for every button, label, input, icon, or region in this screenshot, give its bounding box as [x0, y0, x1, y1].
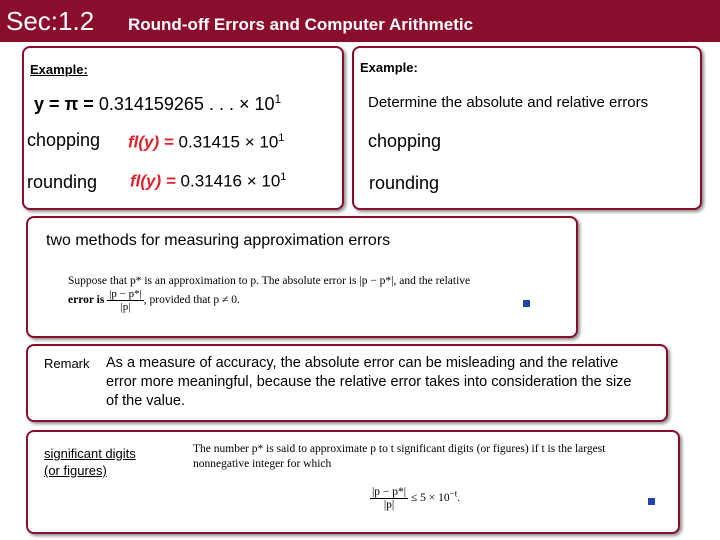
significant-digits-label-line2: (or figures) — [44, 463, 107, 478]
significant-digits-bound: ≤ 5 × 10 — [410, 492, 450, 505]
significant-digits-period: . — [457, 492, 461, 505]
significant-digits-label — [44, 445, 136, 479]
right-rounding-label: rounding — [369, 173, 440, 193]
significant-digits-fraction — [370, 486, 408, 511]
left-example-label: Example: — [30, 62, 88, 77]
y-definition: y = π = 0.314159265 . . . × $10^1$ — [34, 92, 282, 114]
slide-title: Round-off Errors and Computer Arithmetic — [128, 15, 474, 34]
rounding-value: 0.31416 × 10 — [180, 171, 281, 191]
chopping-value: 0.31415 × 10 — [178, 132, 279, 152]
right-instruction: Determine the absolute and relative errors — [368, 94, 649, 111]
right-chopping-label: chopping — [368, 131, 442, 151]
y-exponent: 1 — [274, 92, 282, 106]
section-number: Sec:1.2 — [6, 6, 95, 36]
significant-digits-label-line1: significant digits — [44, 446, 136, 461]
methods-heading: two methods for measuring approximation errors — [46, 232, 391, 249]
significant-digits-definition-line1: The number p* is said to approximate p to t significant digits (or figures) if t is the largest — [193, 443, 606, 455]
relative-error-denominator: |p| — [120, 301, 131, 313]
significant-digits-inequality — [370, 486, 460, 511]
end-of-definition-square-icon — [523, 300, 530, 307]
rounding-lhs: fl(y) = — [130, 171, 181, 191]
y-definition-value: 0.314159265 . . . × 10 — [98, 94, 275, 114]
remark-label: Remark — [44, 356, 90, 371]
relative-error-definition — [68, 288, 240, 313]
title-bar — [0, 0, 720, 42]
end-of-definition-square-icon-2 — [648, 498, 655, 505]
rounding-result — [130, 171, 286, 192]
significant-digits-definition-line2: nonnegative integer for which — [193, 458, 332, 470]
chopping-lhs: fl(y) = — [128, 132, 179, 152]
chopping-result — [128, 132, 284, 153]
right-example-label: Example: — [360, 60, 418, 75]
relative-error-condition: , provided that p ≠ 0. — [143, 294, 240, 307]
rounding-exponent: 1 — [280, 171, 287, 183]
significant-digits-exponent: −t — [449, 488, 458, 499]
left-rounding-label: rounding — [27, 172, 98, 192]
significant-digits-numerator: |p − p*| — [372, 486, 407, 498]
relative-error-fraction — [107, 288, 144, 313]
left-chopping-label: chopping — [27, 130, 101, 150]
significant-digits-denominator: |p| — [383, 499, 395, 511]
absolute-error-definition-line1: Suppose that p* is an approximation to p. The absolute error is |p − p*|, and the relative — [68, 275, 471, 287]
error-label: error is — [68, 294, 105, 307]
relative-error-numerator: |p − p*| — [109, 288, 142, 300]
remark-text: As a measure of accuracy, the absolute error can be misleading and the relative error more meaningful, because the relative error takes into consideration the size of the value. — [106, 355, 632, 409]
chopping-exponent: 1 — [278, 132, 285, 144]
